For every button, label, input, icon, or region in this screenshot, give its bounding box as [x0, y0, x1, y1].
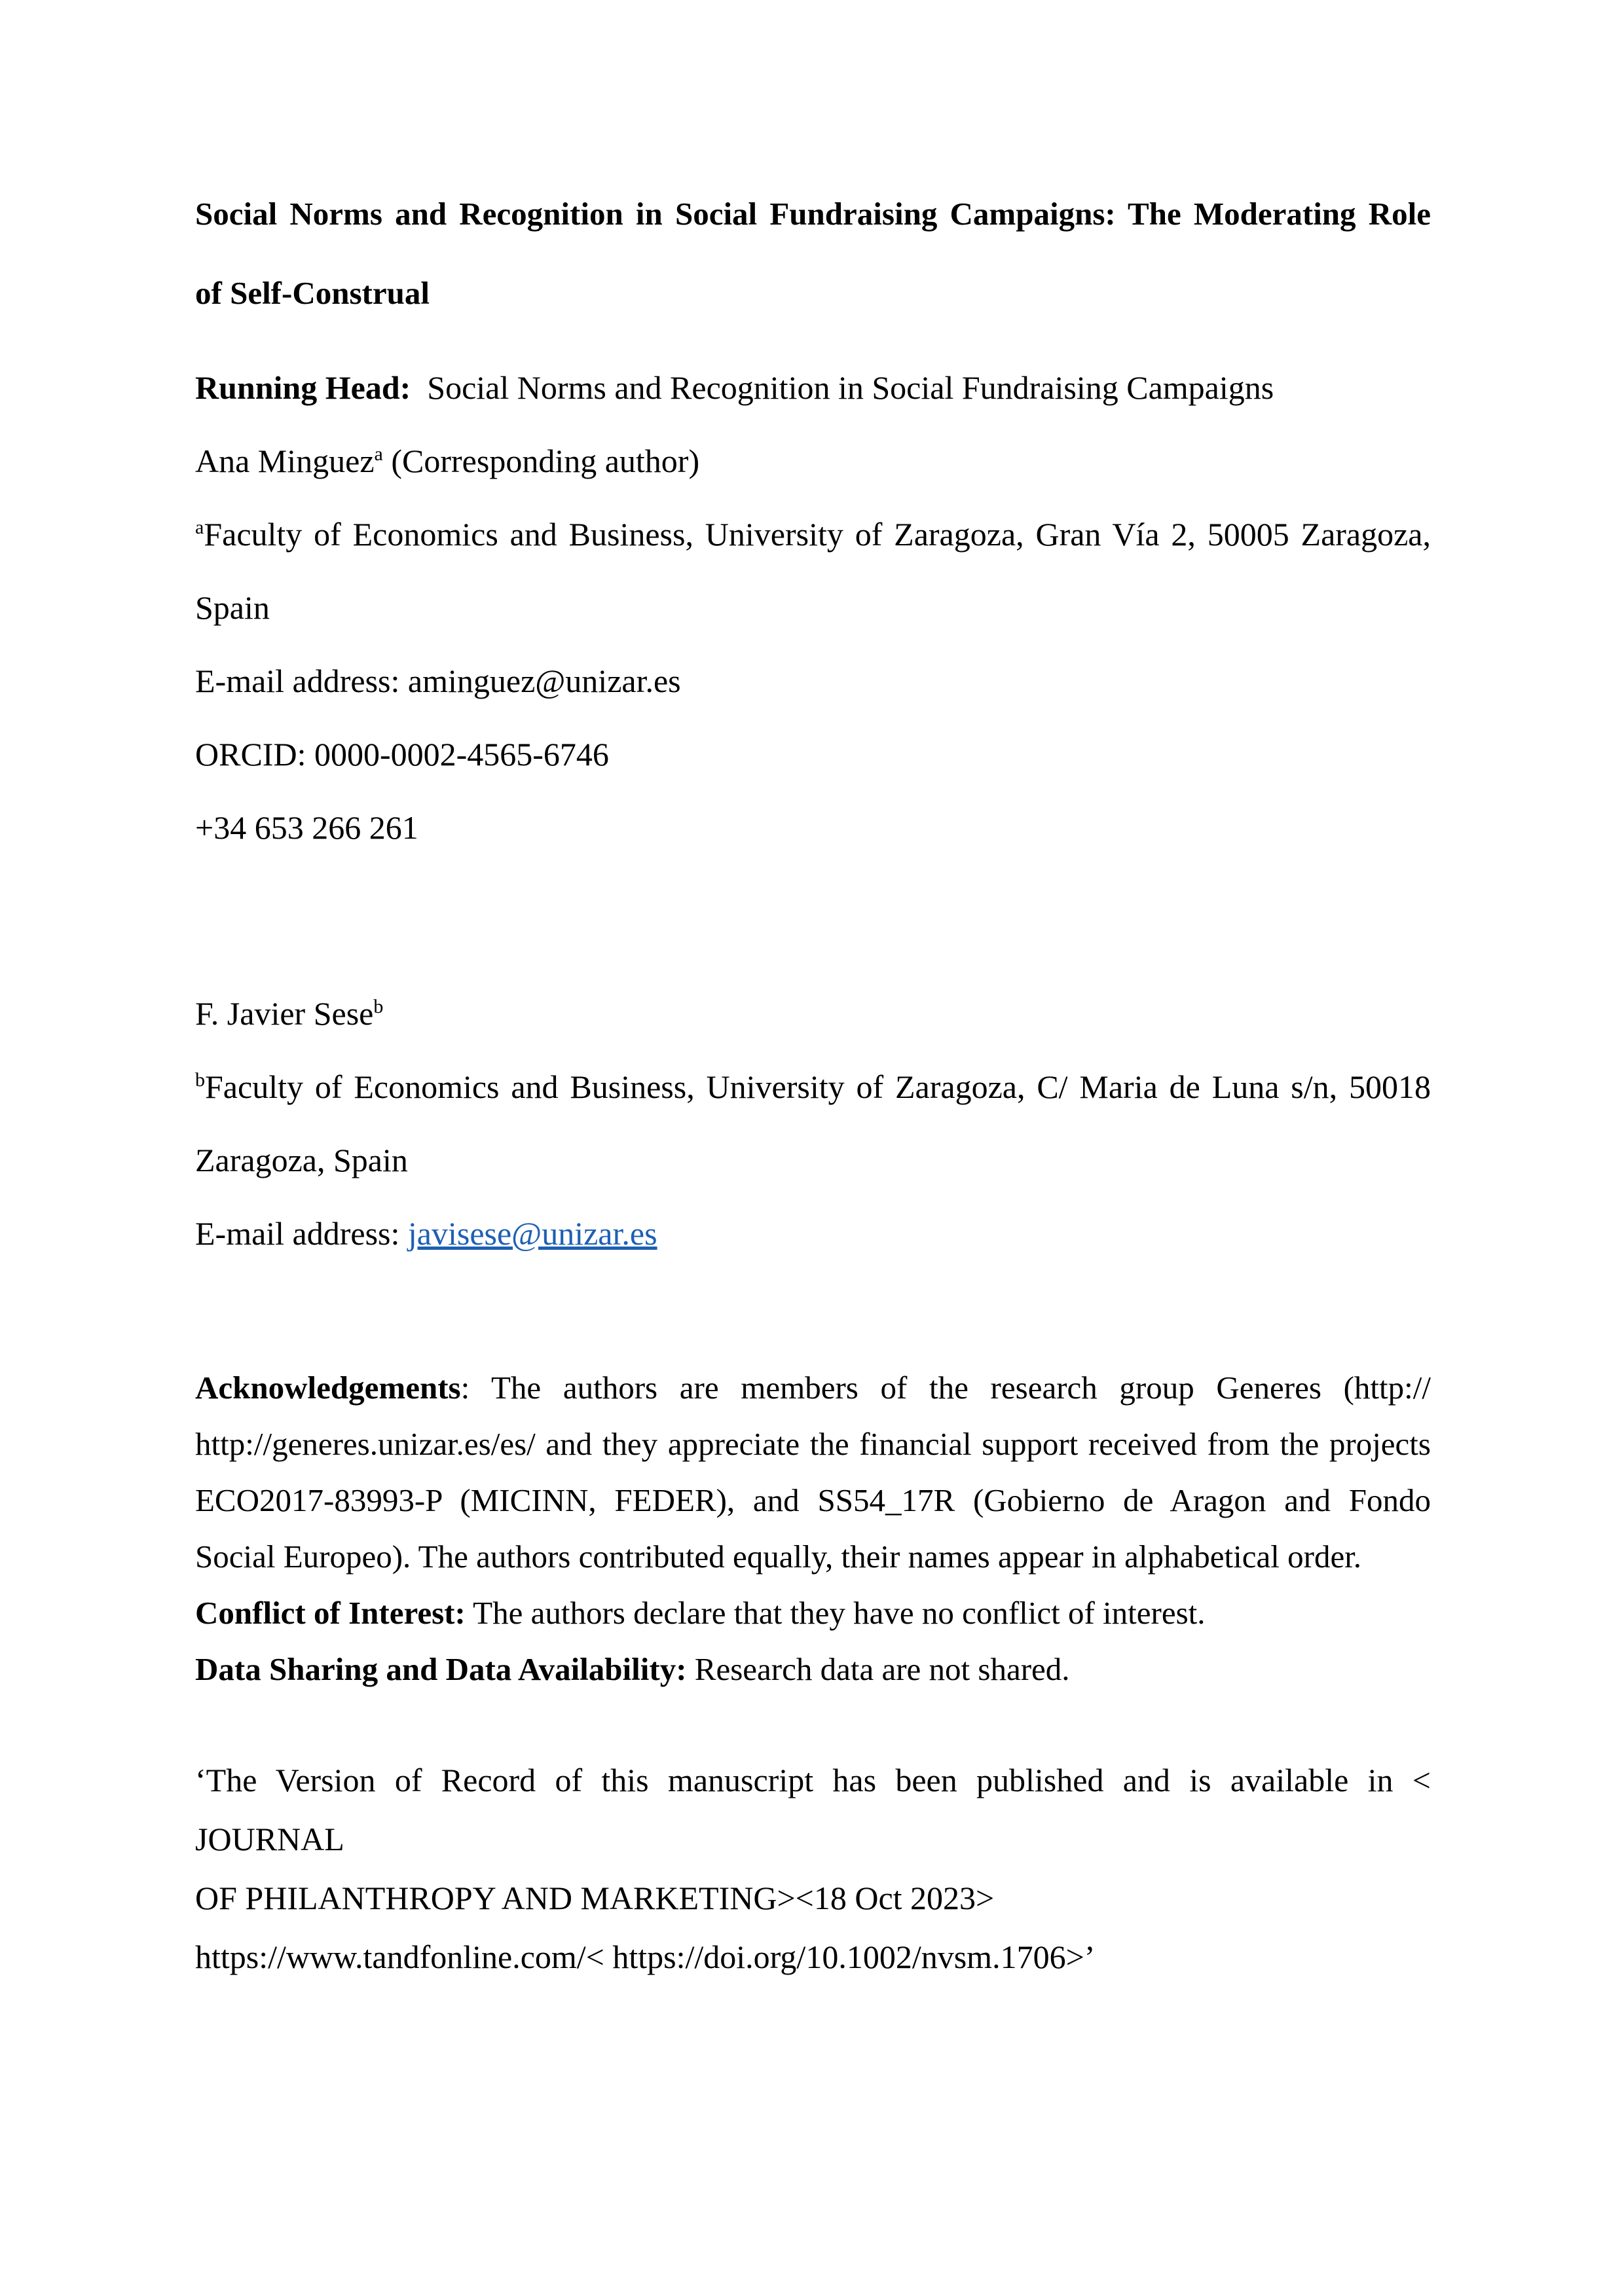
author-2-line-1 — [195, 977, 1431, 1050]
version-of-record-line-2 — [195, 1868, 1431, 1927]
acknowledgements — [195, 1360, 1431, 1585]
acknowledgements-line-1 — [195, 1360, 1431, 1416]
email-2-segment-1: E-mail address: — [195, 1215, 408, 1252]
conflict-of-interest-segment-2: The authors declare that they have no conflict of interest. — [465, 1595, 1206, 1631]
paper-title-segment-1: of Self-Construal — [195, 275, 430, 311]
acknowledgements-segment-1: ECO2017-83993-P (MICINN, FEDER), and SS54_17R (Gobierno de Aragon and Fondo — [195, 1482, 1431, 1518]
document — [195, 174, 1431, 1986]
data-sharing-segment-2: Research data are not shared. — [686, 1651, 1070, 1687]
version-of-record-line-3 — [195, 1927, 1431, 1986]
affiliation-2-segment-1: b — [195, 1069, 205, 1091]
phone-line-1 — [195, 791, 1431, 864]
version-of-record-segment-1: ‘The Version of Record of this manuscript has been published and is available in < JOURNAL — [195, 1762, 1431, 1857]
data-sharing — [195, 1641, 1431, 1698]
author-2-segment-1: F. Javier Sese — [195, 995, 374, 1032]
email-link[interactable]: javisese@unizar.es — [407, 1215, 657, 1252]
affiliation-1-segment-1: a — [195, 517, 204, 538]
affiliation-1-line-2 — [195, 571, 1431, 644]
affiliation-1-segment-2: Faculty of Economics and Business, University of Zaragoza, Gran Vía 2, 50005 Zaragoza, — [204, 516, 1431, 553]
acknowledgements-segment-1: Social Europeo). The authors contributed equally, their names appear in alphabetical order. — [195, 1539, 1362, 1575]
email-2 — [195, 1197, 1431, 1270]
email-1-segment-1: E-mail address: aminguez@unizar.es — [195, 663, 681, 699]
running-head-segment-1: Running Head: — [195, 369, 411, 406]
affiliation-2-segment-1: Zaragoza, Spain — [195, 1142, 408, 1178]
acknowledgements-segment-1: Acknowledgements — [195, 1370, 461, 1406]
paper-title-line-1 — [195, 174, 1431, 253]
running-head-segment-2: Social Norms and Recognition in Social Fundraising Campaigns — [411, 369, 1274, 406]
affiliation-2 — [195, 1050, 1431, 1197]
author-2-segment-2: b — [373, 996, 384, 1017]
affiliation-1-segment-1: Spain — [195, 589, 270, 626]
author-2 — [195, 977, 1431, 1050]
orcid-segment-1: ORCID: 0000-0002-4565-6746 — [195, 736, 609, 773]
paper-title — [195, 174, 1431, 333]
acknowledgements-line-3 — [195, 1472, 1431, 1529]
affiliation-1-line-1 — [195, 498, 1431, 571]
running-head — [195, 351, 1431, 424]
conflict-of-interest-line-1 — [195, 1585, 1431, 1641]
affiliation-2-line-1 — [195, 1050, 1431, 1123]
acknowledgements-segment-1: http://generes.unizar.es/es/ and they appreciate the financial support received from the projects — [195, 1426, 1431, 1462]
email-1 — [195, 644, 1431, 718]
acknowledgements-line-4 — [195, 1529, 1431, 1585]
orcid-line-1 — [195, 718, 1431, 791]
version-of-record — [195, 1751, 1431, 1986]
author-1 — [195, 424, 1431, 498]
data-sharing-segment-1: Data Sharing and Data Availability: — [195, 1651, 687, 1687]
affiliation-2-line-2 — [195, 1123, 1431, 1197]
author-1-segment-2: a — [374, 443, 383, 465]
conflict-of-interest — [195, 1585, 1431, 1641]
running-head-line-1 — [195, 351, 1431, 424]
affiliation-2-segment-2: Faculty of Economics and Business, University of Zaragoza, C/ Maria de Luna s/n, 50018 — [205, 1068, 1431, 1105]
phone — [195, 791, 1431, 864]
version-of-record-line-1 — [195, 1751, 1431, 1868]
paper-title-line-2 — [195, 253, 1431, 333]
author-1-segment-1: Ana Minguez — [195, 443, 375, 479]
affiliation-1 — [195, 498, 1431, 644]
author-1-line-1 — [195, 424, 1431, 498]
conflict-of-interest-segment-1: Conflict of Interest: — [195, 1595, 466, 1631]
email-1-line-1 — [195, 644, 1431, 718]
author-1-segment-3: (Corresponding author) — [382, 443, 700, 479]
version-of-record-segment-1: OF PHILANTHROPY AND MARKETING><18 Oct 2023> — [195, 1880, 995, 1916]
version-of-record-segment-1: https://www.tandfonline.com/< https://doi.org/10.1002/nvsm.1706>’ — [195, 1939, 1096, 1975]
paper-title-segment-1: Social Norms and Recognition in Social Fundraising Campaigns: The Moderating Role — [195, 196, 1431, 232]
data-sharing-line-1 — [195, 1641, 1431, 1698]
orcid — [195, 718, 1431, 791]
phone-segment-1: +34 653 266 261 — [195, 809, 418, 846]
acknowledgements-segment-2: : The authors are members of the research group Generes (http:// — [460, 1370, 1431, 1406]
email-2-line-1 — [195, 1197, 1431, 1270]
acknowledgements-line-2 — [195, 1416, 1431, 1472]
